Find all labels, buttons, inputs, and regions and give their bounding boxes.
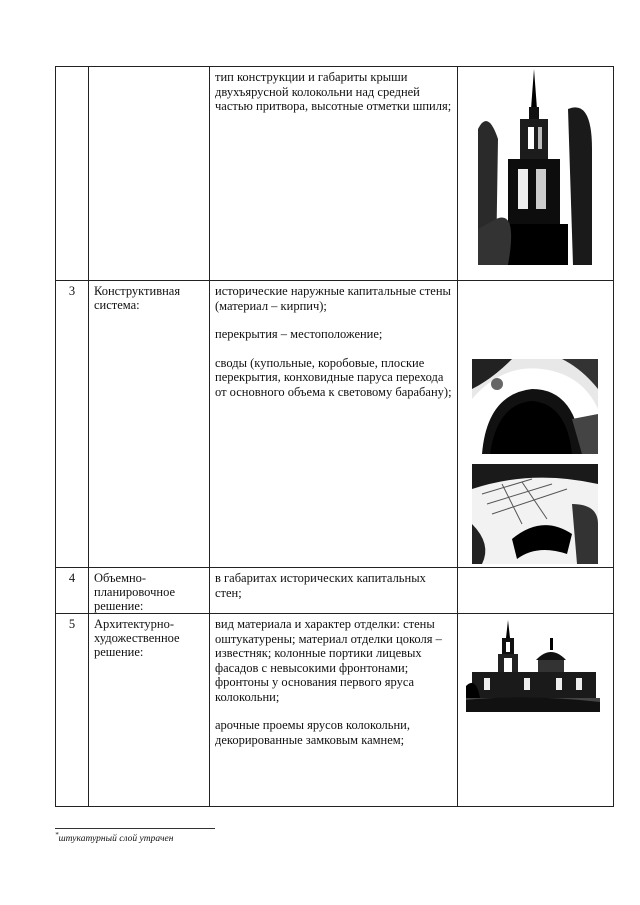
footnote-separator [55,828,215,829]
dome-interior-photo [472,464,598,564]
footnote-text: штукатурный слой утрачен [58,834,174,844]
row-description [210,568,458,614]
row-description [210,67,458,281]
row-number: 4 [56,568,89,614]
row-description [210,614,458,807]
description-paragraph: своды (купольные, коробовые, плоские перекрытия, конховидные паруса перехода от основного объема к световому барабану); [215,355,452,399]
photo-cell [458,67,614,281]
church-exterior-photo [466,616,600,712]
description-paragraph: в габаритах исторических капитальных стен; [215,571,426,600]
row-title: Объемно-планировочное решение: [89,568,210,614]
footnote-mark: * [55,831,59,839]
table-row [56,67,614,281]
vault-interior-photo [472,359,598,454]
photo-cell [458,281,614,568]
description-paragraph: исторические наружные капитальные стены (материал – кирпич); [215,284,451,313]
empty-cell [458,568,614,614]
row-number: 5 [56,614,89,807]
footnote [55,831,174,844]
description-paragraph: арочные проемы ярусов колокольни, декорированные замковым камнем; [215,718,410,747]
row-number: 3 [56,281,89,568]
description-paragraph: перекрытия – местоположение; [215,327,383,341]
row-description [210,281,458,568]
table-row [56,281,614,568]
monument-description-table [55,66,614,807]
row-title: Архитектурно-художественное решение: [89,614,210,807]
row-title [89,67,210,281]
description-paragraph: вид материала и характер отделки: стены оштукатурены; материал отделки цоколя – известняк; колонные портики лицевых фасадов с невысокими фронтонами; фронтоны у основания первого яруса колокольни; [215,617,442,704]
photo-cell [458,614,614,807]
table-row [56,568,614,614]
description-paragraph: тип конструкции и габариты крыши двухъярусной колокольни над средней частью притвора, высотные отметки шпиля; [215,70,452,113]
bell-tower-photo [478,69,592,265]
row-number [56,67,89,281]
table-row [56,614,614,807]
row-title: Конструктивная система: [89,281,210,568]
